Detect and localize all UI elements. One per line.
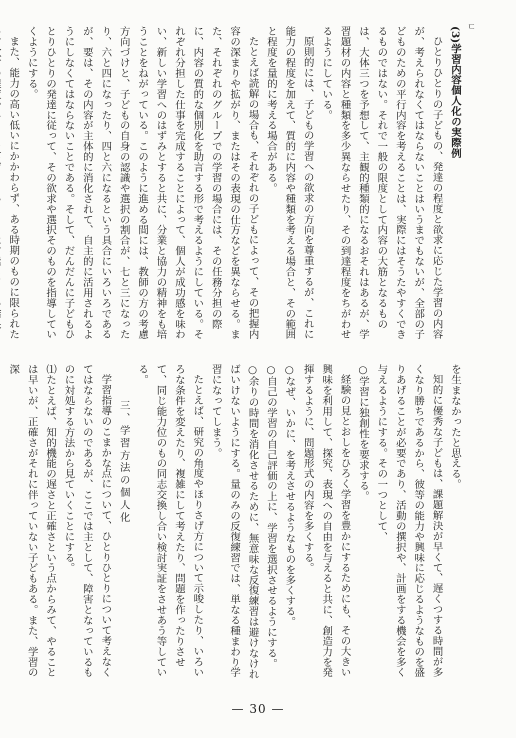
- paragraph: 原則的には、子どもの学習への欲求の方向を尊重するが、これに能力の程度を加えて、質的に内容や種類を考える場合と、その範囲と程度を量的に考える場合がある。: [264, 26, 314, 340]
- paragraph: ⑴たとえば、知的機能の遅さと正確さという点からみて、やることは早いが、正確さがそれに伴っていない子どもある。また、学習の深: [7, 364, 57, 678]
- paragraph: たとえば読解の場合も、それぞれの子どもによって、その把握内容の深まりや拡がり、またはその表現の仕方などを異ならせる。また、それぞれのグループでの学習の場合には、その任務分担の際に、内容の質的な個別化を助言する形で考えるようにしている。それぞれ分担した仕事を完成することによって、個人が成功感を味わい、新しい学習へのはずみとすると共に、分業と協力の精神をも培うことをねがっている。このように進める間には、教師の方の考慮方向づけと、子どもの自身の認識や選択の割合が、七と三になったり、六と四になったり、四と六になるという具合にいろいろであるが、要は、その内容が主体的に消化されて、自主的に活用されるようにしなくてはならないことである。そして、だんだんに子どもひとりひとりの発達に従って、その欲求や選択そのものを指導していくようにする。: [25, 26, 259, 340]
- section-title: 三、学習方法の個人化: [117, 400, 130, 525]
- upper-text-block: [7, 26, 464, 342]
- list-item: ○学習に独創性を要求する。: [356, 364, 369, 502]
- paragraph: 知的に優秀な子どもは、課題解決が早くて、遅くつする時間が多くなり勝ちであるから、彼等の能力や興味に応じるようなものを盛りあげることが必要であり、活動の撰択や、計画をする機会を多く与えるようにする。その一つとして、: [375, 364, 443, 678]
- lower-text-block: [7, 364, 464, 680]
- paragraph: たとえば、研究の角度やほりさげ方について示唆したり、いろいろな条件を変えたり、複雑にして考えたり、問題を作ったりさせて、同じ能力位のもの同志交換し合い検討実証をさせあう等している。: [136, 364, 204, 678]
- corner-mark: ㄷ: [467, 23, 476, 33]
- paragraph: ひとりひとりの子どもの、発達の程度と欲求に応じた学習の内容が、考えられなくてはならないことはいうまでもないが、全部の子どものための平行内容を考えることは、実際にはそうたやすくできるものではない。それで一般の限度として内容の大筋となるものは、大体三つを予想して、主観的種類的になるおそれはあるが、学習題材の内容と種類を多少異ならせたり、その到達程度をちがわせるようにしている。: [320, 26, 443, 340]
- page-number: — 30 —: [231, 702, 285, 716]
- list-item: ○余りの時間を消化させるために、無意味な反復練習は避けなければいけないようにする。量のみの反復練習では、単なる種まわり学習になってしまう。: [209, 364, 259, 680]
- paragraph-continuation: を生まなかったと思える。: [449, 364, 461, 490]
- list-item: ○自己の学習の自己評価の上に、学習を選択させるようにする。: [264, 364, 277, 669]
- paragraph: 経験の見とおしをひろく学習を豊かにするためにも、その大きい興味を利用して、探究、表現への自由を与えると共に、創造力を発揮するように、問題形式の内容を多くする。: [301, 364, 351, 678]
- paragraph: また、能力の高い低いにかかわらず、ある時期のものに限られた: [7, 36, 20, 340]
- section-heading: (3)学習内容個人化の実際例: [449, 26, 461, 159]
- list-item: ○なぜ、いかに、を考えさせるようなものを多くする。: [283, 364, 296, 627]
- paragraph: 学習指導のこまかな点について、ひとりひとりについて考えなくてはならないのであるが、ここでは主として、障害となっているものに対処する方法から見ていくことにする。: [62, 364, 112, 678]
